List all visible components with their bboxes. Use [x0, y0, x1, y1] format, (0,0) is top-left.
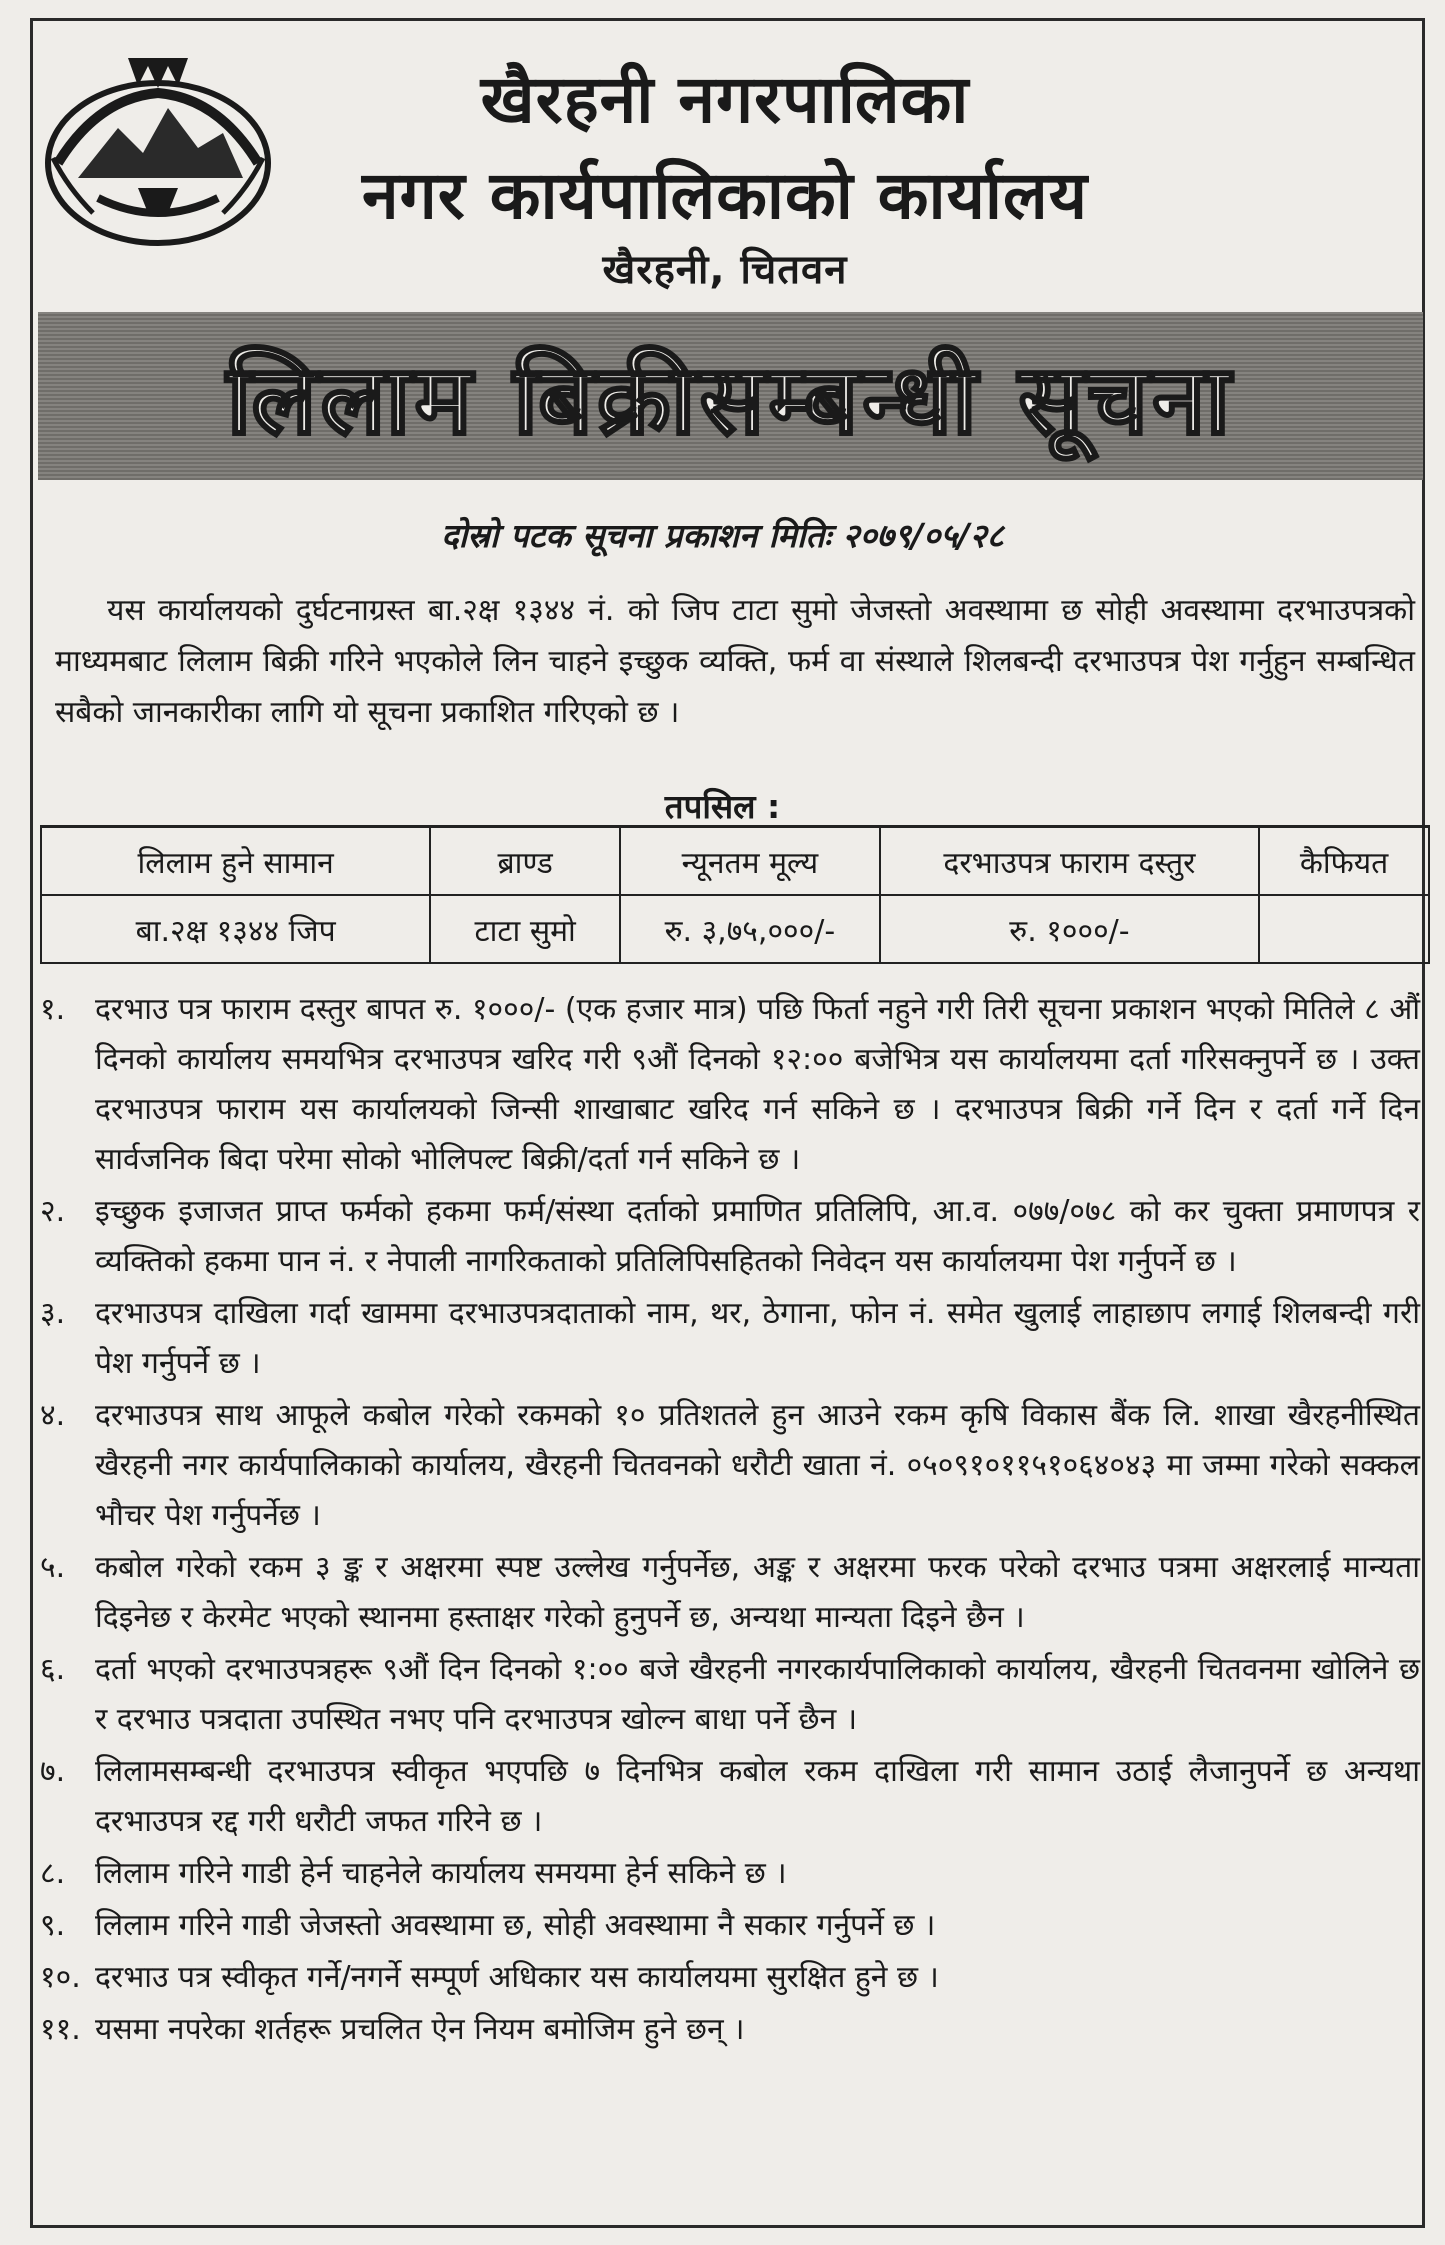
list-item — [40, 1391, 1420, 1541]
list-item — [40, 2005, 1420, 2055]
col-brand: ब्राण्ड — [430, 827, 620, 896]
col-form-fee: दरभाउपत्र फाराम दस्तुर — [880, 827, 1259, 896]
table-heading: तपसिल : — [664, 787, 781, 826]
details-table — [40, 825, 1430, 964]
nepal-emblem-icon — [38, 38, 278, 258]
item-number: ५. — [40, 1550, 66, 1585]
item-text: दरभाउ पत्र फाराम दस्तुर बापत रु. १०००/- (एक हजार मात्र) पछि फिर्ता नहुने गरी तिरी सूचना प्रकाशन भएको मितिले ८ औं दिनको कार्यालय समयभित्र दरभाउपत्र खरिद गरी ९औं दिनको १२:०० बजेभित्र यस कार्यालयमा दर्ता गरिसक्नुपर्ने छ । उक्त दरभाउपत्र फाराम यस कार्यालयको जिन्सी शाखाबाट खरिद गर्न सकिने छ । दरभाउपत्र बिक्री गर्ने दिन र दर्ता गर्ने दिन सार्वजनिक बिदा परेमा सोको भोलिपल्ट बिक्री/दर्ता गर्न सकिने छ । — [95, 992, 1420, 1177]
item-number: ७. — [40, 1754, 66, 1789]
item-text: लिलाम गरिने गाडी हेर्न चाहनेले कार्यालय समयमा हेर्न सकिने छ । — [95, 1856, 787, 1891]
office-name: नगर कार्यपालिकाको कार्यालय — [362, 157, 1088, 234]
cell-remarks — [1259, 895, 1429, 963]
item-text: दरभाउपत्र साथ आफूले कबोल गरेको रकमको १० प्रतिशतले हुन आउने रकम कृषि विकास बैंक लि. शाखा खैरहनीस्थित खैरहनी नगर कार्यपालिकाको कार्यालय, खैरहनी चितवनको धरौटी खाता नं. ०५०९१०११५१०६४०४३ मा जम्मा गरेको सक्कल भौचर पेश गर्नुपर्नेछ । — [95, 1398, 1420, 1533]
item-number: ८. — [40, 1856, 66, 1891]
publication-date: दोस्रो पटक सूचना प्रकाशन मितिः २०७९/०५/२८ — [441, 516, 1004, 555]
list-item — [40, 1645, 1420, 1745]
item-text: यसमा नपरेका शर्तहरू प्रचलित ऐन नियम बमोजिम हुने छन् । — [95, 2012, 745, 2047]
cell-item: बा.२क्ष १३४४ जिप — [41, 895, 430, 963]
table-row — [41, 895, 1429, 963]
item-text: कबोल गरेको रकम ३ ङ्क र अक्षरमा स्पष्ट उल्लेख गर्नुपर्नेछ, अङ्क र अक्षरमा फरक परेको दरभाउ पत्रमा अक्षरलाई मान्यता दिइनेछ र केरमेट भएको स्थानमा हस्ताक्षर गरेको हुनुपर्ने छ, अन्यथा मान्यता दिइने छैन । — [95, 1550, 1420, 1635]
list-item — [40, 1747, 1420, 1847]
item-text: दरभाउपत्र दाखिला गर्दा खाममा दरभाउपत्रदाताको नाम, थर, ठेगाना, फोन नं. समेत खुलाई लाहाछाप लगाई शिलबन्दी गरी पेश गर्नुपर्ने छ । — [95, 1296, 1420, 1381]
col-min-price: न्यूनतम मूल्य — [620, 827, 880, 896]
item-number: ११. — [40, 2012, 81, 2047]
list-item — [40, 1289, 1420, 1389]
cell-form-fee: रु. १०००/- — [880, 895, 1259, 963]
col-remarks: कैफियत — [1259, 827, 1429, 896]
item-number: २. — [40, 1194, 66, 1229]
intro-paragraph: यस कार्यालयको दुर्घटनाग्रस्त बा.२क्ष १३४४ नं. को जिप टाटा सुमो जेजस्तो अवस्थामा छ सोही अवस्थामा दरभाउपत्रको माध्यमबाट लिलाम बिक्री गरिने भएकोले लिन चाहने इच्छुक व्यक्ति, फर्म वा संस्थाले शिलबन्दी दरभाउपत्र पेश गर्नुहुन सम्बन्धित सबैको जानकारीका लागि यो सूचना प्रकाशित गरिएको छ । — [55, 593, 1415, 730]
item-text: दरभाउ पत्र स्वीकृत गर्ने/नगर्ने सम्पूर्ण अधिकार यस कार्यालयमा सुरक्षित हुने छ । — [95, 1960, 939, 1995]
conditions-list — [40, 985, 1420, 2057]
item-number: ४. — [40, 1398, 66, 1433]
item-text: इच्छुक इजाजत प्राप्त फर्मको हकमा फर्म/संस्था दर्ताको प्रमाणित प्रतिलिपि, आ.व. ०७७/०७८ को कर चुक्ता प्रमाणपत्र र व्यक्तिको हकमा पान नं. र नेपाली नागरिकताको प्रतिलिपिसहितको निवेदन यस कार्यालयमा पेश गर्नुपर्ने छ । — [95, 1194, 1420, 1279]
list-item — [40, 1187, 1420, 1287]
list-item — [40, 1901, 1420, 1951]
municipality-name: खैरहनी नगरपालिका — [480, 61, 970, 138]
item-text: लिलामसम्बन्धी दरभाउपत्र स्वीकृत भएपछि ७ दिनभित्र कबोल रकम दाखिला गरी सामान उठाई लैजानुपर्ने छ अन्यथा दरभाउपत्र रद्द गरी धरौटी जफत गरिने छ । — [95, 1754, 1420, 1839]
title-banner — [38, 312, 1423, 480]
item-number: ३. — [40, 1296, 66, 1331]
cell-min-price: रु. ३,७५,०००/- — [620, 895, 880, 963]
office-location: खैरहनी, चितवन — [602, 247, 848, 293]
item-number: १०. — [40, 1960, 81, 1995]
list-item — [40, 1953, 1420, 2003]
table-header-row — [41, 827, 1429, 896]
notice-title: लिलाम बिक्रीसम्बन्धी सूचना — [226, 343, 1235, 456]
col-item: लिलाम हुने सामान — [41, 827, 430, 896]
item-text: दर्ता भएको दरभाउपत्रहरू ९औं दिन दिनको १:०० बजे खैरहनी नगरकार्यपालिकाको कार्यालय, खैरहनी चितवनमा खोलिने छ र दरभाउ पत्रदाता उपस्थित नभए पनि दरभाउपत्र खोल्न बाधा पर्ने छैन । — [95, 1652, 1420, 1737]
cell-brand: टाटा सुमो — [430, 895, 620, 963]
list-item — [40, 1543, 1420, 1643]
item-number: ६. — [40, 1652, 66, 1687]
item-text: लिलाम गरिने गाडी जेजस्तो अवस्थामा छ, सोही अवस्थामा नै सकार गर्नुपर्ने छ । — [95, 1908, 936, 1943]
item-number: १. — [40, 992, 66, 1027]
item-number: ९. — [40, 1908, 66, 1943]
list-item — [40, 1849, 1420, 1899]
list-item — [40, 985, 1420, 1185]
